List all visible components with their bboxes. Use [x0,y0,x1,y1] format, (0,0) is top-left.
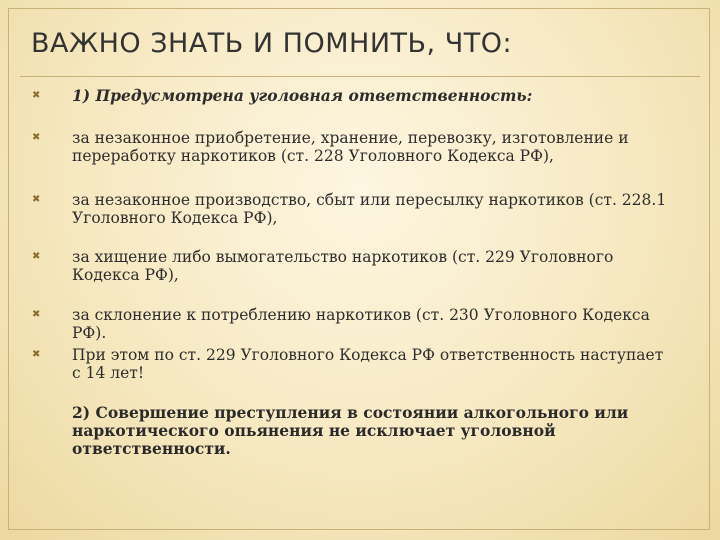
bullet-icon: ✖ [32,194,41,205]
slide-title: ВАЖНО ЗНАТЬ И ПОМНИТЬ, ЧТО: [31,28,513,59]
title-divider [20,76,700,77]
bullet-icon: ✖ [32,251,41,262]
list-item: за склонение к потреблению наркотиков (ст. 230 Уголовного Кодекса РФ). [72,306,650,342]
list-item: за незаконное приобретение, хранение, перевозку, изготовление и переработку наркотиков (ст. 228 Уголовного Кодекса РФ), [72,129,629,165]
list-item: 1) Предусмотрена уголовная ответственность: [72,86,533,105]
bullet-icon: ✖ [32,349,41,360]
bullet-icon: ✖ [32,132,41,143]
list-item: за хищение либо вымогательство наркотиков (ст. 229 Уголовного Кодекса РФ), [72,248,614,284]
list-item: При этом по ст. 229 Уголовного Кодекса РФ ответственность наступает с 14 лет! [72,346,664,382]
list-item: за незаконное производство, сбыт или пересылку наркотиков (ст. 228.1 Уголовного Кодекса РФ), [72,191,667,227]
bullet-icon: ✖ [32,90,41,101]
note-paragraph: 2) Совершение преступления в состоянии алкогольного или наркотического опьянения не исключает уголовной ответственности. [72,403,629,458]
bullet-icon: ✖ [32,309,41,320]
